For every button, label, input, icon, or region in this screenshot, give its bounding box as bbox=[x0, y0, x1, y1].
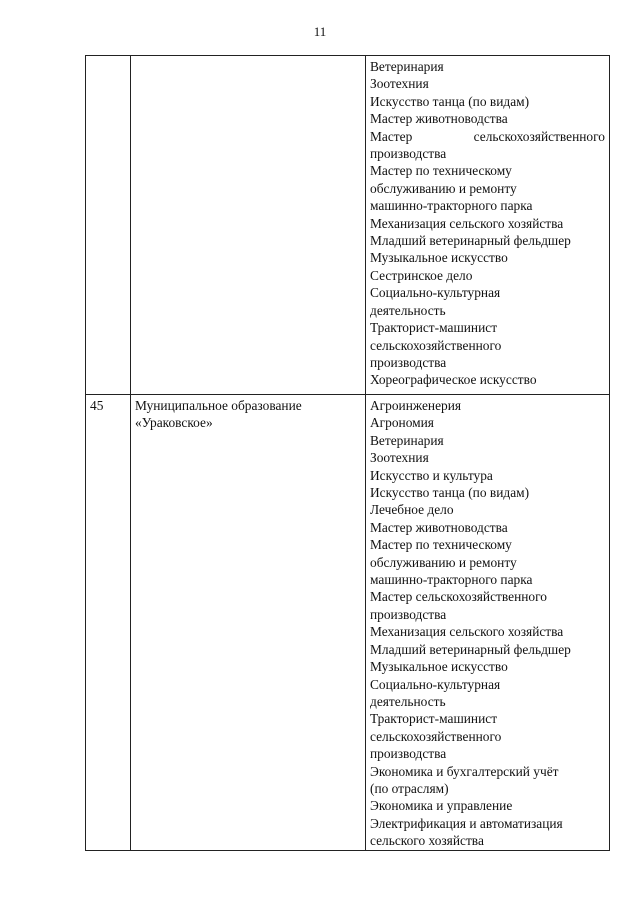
specialty-line: сельскохозяйственного bbox=[370, 728, 502, 744]
specialty-line: Мастер по техническому bbox=[370, 163, 512, 179]
specialty-line: Сестринское дело bbox=[370, 267, 473, 283]
row-number-cell bbox=[86, 56, 131, 395]
specialty-line: Мастер животноводства bbox=[370, 111, 508, 127]
specialty-line: производства bbox=[370, 354, 447, 370]
specialty-line: обслуживанию и ремонту bbox=[370, 180, 517, 196]
specialty-line: Экономика и управление bbox=[370, 798, 513, 814]
specialty-line: машинно-тракторного парка bbox=[370, 572, 533, 588]
specialty-line: Хореографическое искусство bbox=[370, 372, 537, 388]
specialty-line: Механизация сельского хозяйства bbox=[370, 215, 564, 231]
specialties-table bbox=[85, 55, 610, 851]
specialty-line: деятельность bbox=[370, 302, 446, 318]
specialties-cell bbox=[366, 56, 610, 395]
table-row bbox=[86, 56, 610, 395]
specialty-line: Зоотехния bbox=[370, 76, 429, 92]
specialty-line: Тракторист-машинист bbox=[370, 320, 498, 336]
table-row bbox=[86, 395, 610, 851]
specialty-line: Искусство и культура bbox=[370, 467, 493, 483]
municipality-name-line: «Ураковское» bbox=[135, 415, 213, 431]
specialty-line: Социально-культурная bbox=[370, 676, 501, 692]
specialty-line: Мастер животноводства bbox=[370, 519, 508, 535]
specialty-line: производства bbox=[370, 606, 447, 622]
specialty-line: Музыкальное искусство bbox=[370, 659, 508, 675]
specialty-line: Мастер по техническому bbox=[370, 537, 512, 553]
specialty-line: обслуживанию и ремонту bbox=[370, 554, 517, 570]
document-table-container bbox=[85, 55, 609, 851]
justified-right-word: сельскохозяйственного bbox=[473, 128, 605, 144]
specialty-line: Младший ветеринарный фельдшер bbox=[370, 233, 571, 249]
row-number-cell: 45 bbox=[86, 395, 131, 851]
municipality-name-cell bbox=[131, 395, 366, 851]
specialty-line: (по отраслям) bbox=[370, 780, 449, 796]
specialty-line: Ветеринария bbox=[370, 432, 444, 448]
specialty-line: Лечебное дело bbox=[370, 502, 454, 518]
specialty-line: сельского хозяйства bbox=[370, 833, 484, 849]
specialty-line: Экономика и бухгалтерский учёт bbox=[370, 763, 559, 779]
justified-left-word: Мастер bbox=[370, 128, 413, 144]
specialty-line: Агрономия bbox=[370, 415, 434, 431]
page-number: 11 bbox=[313, 24, 327, 39]
specialty-line: Ветеринария bbox=[370, 59, 444, 74]
specialty-line: Музыкальное искусство bbox=[370, 250, 508, 266]
specialty-line: Социально-культурная bbox=[370, 285, 501, 301]
specialty-line: сельскохозяйственного bbox=[370, 337, 502, 353]
specialty-line: Искусство танца (по видам) bbox=[370, 485, 530, 501]
specialty-line: машинно-тракторного парка bbox=[370, 198, 533, 214]
specialty-line: Механизация сельского хозяйства bbox=[370, 624, 564, 640]
specialty-line: Агроинженерия bbox=[370, 398, 462, 413]
specialty-line: Младший ветеринарный фельдшер bbox=[370, 641, 571, 657]
specialty-line: производства bbox=[370, 746, 447, 762]
specialty-line: Искусство танца (по видам) bbox=[370, 93, 530, 109]
specialties-cell bbox=[366, 395, 610, 851]
specialty-line: производства bbox=[370, 146, 447, 162]
specialty-line: Мастер сельскохозяйственного bbox=[370, 589, 547, 605]
specialty-line: Зоотехния bbox=[370, 450, 429, 466]
specialty-line: Электрификация и автоматизация bbox=[370, 815, 563, 831]
specialty-line: деятельность bbox=[370, 693, 446, 709]
specialty-line: Тракторист-машинист bbox=[370, 711, 498, 727]
municipality-name-cell bbox=[131, 56, 366, 395]
specialty-line-justified bbox=[370, 128, 605, 145]
municipality-name-line: Муниципальное образование bbox=[135, 398, 302, 413]
